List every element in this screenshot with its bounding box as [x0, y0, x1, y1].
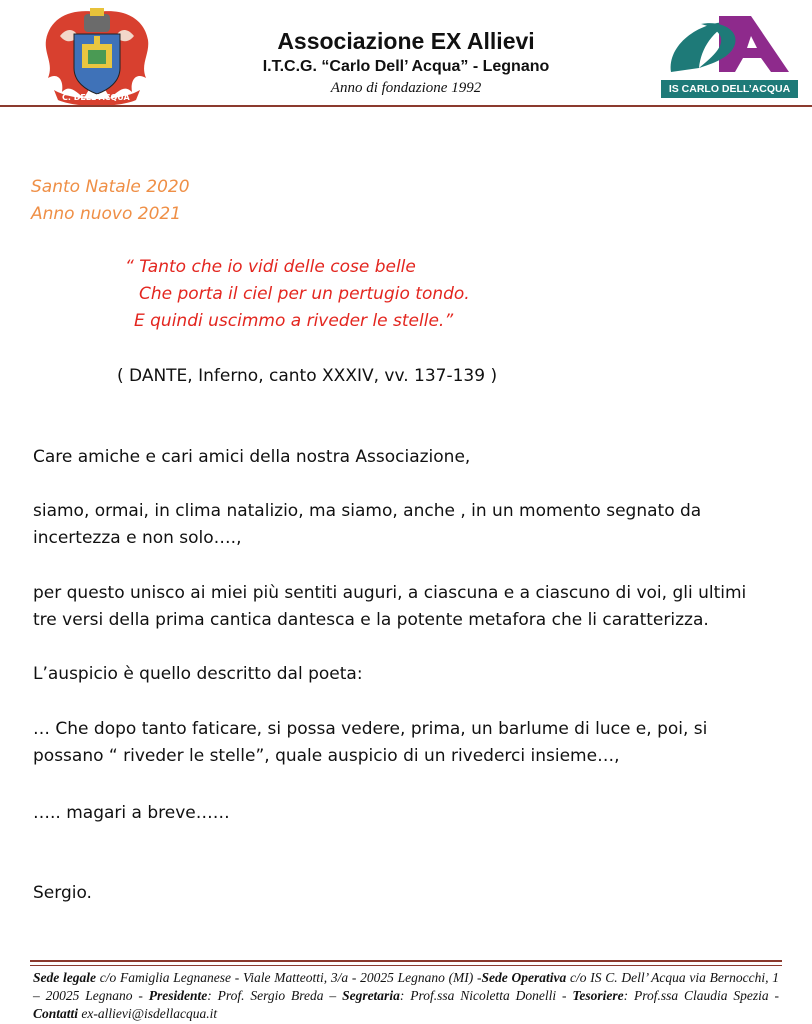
header-divider	[0, 105, 812, 107]
quote-line-1: “ Tanto che io vidi delle cose belle	[125, 257, 416, 277]
footer-text: : Prof.ssa Claudia Spezia -	[623, 988, 780, 1003]
paragraph-line: possano “ riveder le stelle”, quale auspicio di un rivederci insieme…,	[33, 746, 620, 766]
footer-text: c/o IS C. Dell’ Acqua via Bernocchi, 1 – 20025 Legnano -	[33, 970, 779, 1003]
paragraph-christmas-climate	[33, 498, 793, 552]
greeting-new-year: Anno nuovo 2021	[31, 204, 182, 224]
association-title: Associazione EX Allievi	[277, 28, 535, 54]
footer-text: c/o Famiglia Legnanese - Viale Matteotti, 3/a - 20025 Legnano (MI) -	[95, 970, 482, 985]
footer-label: Segretaria	[342, 988, 400, 1003]
footer-text: : Prof. Sergio Breda –	[207, 988, 343, 1003]
footer-divider	[30, 960, 782, 962]
paragraph-line: … Che dopo tanto faticare, si possa vedere, prima, un barlume di luce e, poi, si	[33, 719, 708, 739]
quote-line-2: Che porta il ciel per un pertugio tondo.	[139, 284, 470, 304]
footer-email: ex-allievi@isdellacqua.it	[78, 1006, 218, 1021]
paragraph-wishes	[33, 580, 793, 634]
footer-label: Sede Operativa	[481, 970, 567, 985]
salutation: Care amiche e cari amici della nostra Associazione,	[33, 447, 471, 467]
greeting-christmas: Santo Natale 2020	[31, 177, 190, 197]
right-logo-caption: IS CARLO DELL’ACQUA	[668, 83, 791, 95]
paragraph-line: tre versi della prima cantica dantesca e la potente metafora che li caratterizza.	[33, 610, 709, 630]
paragraph-hope	[33, 716, 793, 770]
paragraph-soon: ….. magari a breve……	[33, 803, 230, 823]
school-name: I.T.C.G. “Carlo Dell’ Acqua” - Legnano	[262, 58, 550, 75]
footer-label: Presidente	[148, 988, 208, 1003]
signature: Sergio.	[33, 883, 92, 903]
footer-text: : Prof.ssa Nicoletta Donelli -	[399, 988, 573, 1003]
paragraph-line: incertezza e non solo….,	[33, 528, 242, 548]
paragraph-auspice: L’auspicio è quello descritto dal poeta:	[33, 664, 363, 684]
founding-year: Anno di fondazione 1992	[330, 80, 482, 96]
footer-label: Tesoriere	[572, 988, 624, 1003]
footer-contact-info	[33, 969, 779, 1023]
quote-line-3: E quindi uscimmo a riveder le stelle.”	[134, 311, 454, 331]
crest-ribbon-text: C. DELL'ACQUA	[62, 93, 130, 102]
footer-label: Contatti	[33, 1006, 79, 1021]
paragraph-line: per questo unisco ai miei più sentiti auguri, a ciascuna e a ciascuno di voi, gli ultimi	[33, 583, 747, 603]
quote-citation: ( DANTE, Inferno, canto XXXIV, vv. 137-139 )	[117, 366, 498, 386]
paragraph-line: siamo, ormai, in clima natalizio, ma siamo, anche , in un momento segnato da	[33, 501, 702, 521]
footer-label: Sede legale	[33, 970, 96, 985]
footer-divider-thin	[30, 965, 782, 966]
